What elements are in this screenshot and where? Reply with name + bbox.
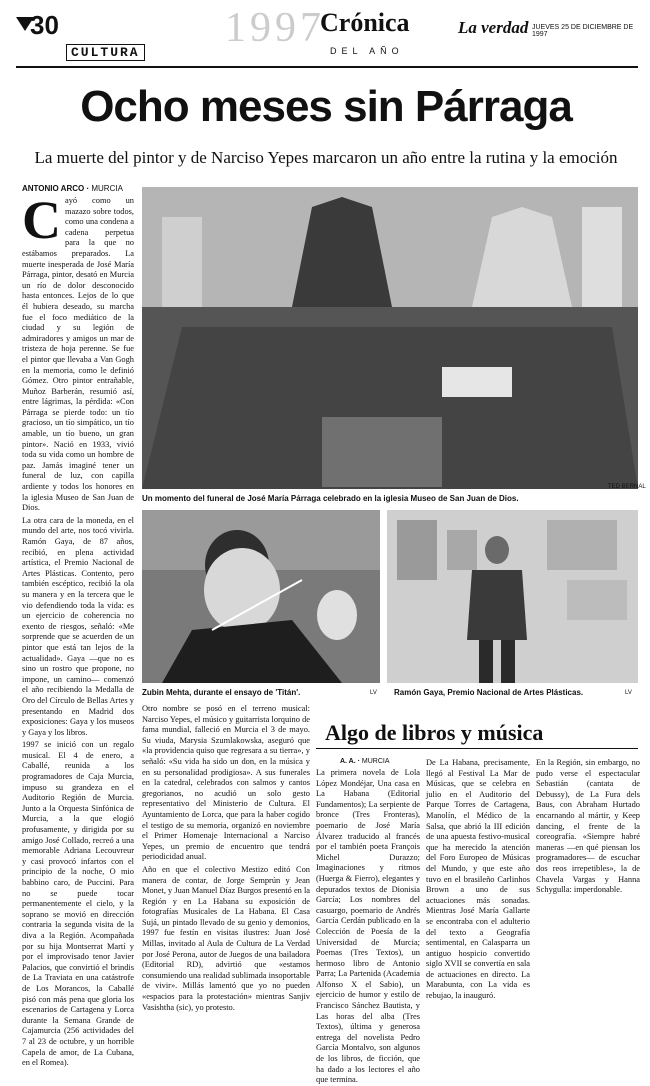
ramon-gaya-caption: Ramón Gaya, Premio Nacional de Artes Plásticas. xyxy=(394,688,584,697)
sidebar-column-2 xyxy=(426,758,530,1001)
sidebar-byline-place: MURCIA xyxy=(361,758,390,765)
sidebar-paragraph: La primera novela de Lola López Mondéjar, Una casa en La Habana (Editorial Fundamentos); La serpiente de bronce (Tres Fronteras), poemario de José María Álvarez traducido al francés por el también poeta François Michel Durazzo; Imaginaciones y ritmos (Huerga & Fierro), elegantes y depurados textos de Dionisia García; Los nombres del casuargo, poemario de Andrés García Cerdán publicado en la Colección de Poesía de la Universidad de Murcia; Poemas (Tres Textos), un hermoso libro de Antonio Parra; La Partenida (Academia Alfonso X el Sabio), un ejercicio de humor y estilo de Francisco Sánchez Bautista, y Las horas del alba (Tres Textos), última y generosa entrega del novelista Pedro García Montalvo, son algunos de los libros, de ficción, que ha dado a los lectores el año que termina. xyxy=(316,768,420,1085)
ramon-gaya-photo xyxy=(387,510,638,683)
article-column-left xyxy=(22,190,134,1068)
sidebar-byline: A. A. · MURCIA xyxy=(340,758,390,765)
article-paragraph: ayó como un mazazo sobre todos, como una condena a cadena perpetua para la que no estábamos preparados. La muerte inesperada de José María Párraga, pintor, desató en Murcia un río de dolor desconocido hasta entonces. Lejos de lo que él hubiera deseado, su marcha fue el foco mediático de la ciudad y su legión de admiradores y amigos un mar de tristeza de hoja perenne. Se fue el pintor que llevaba a Van Gogh en la memoria, como le definió Gómez. Otro pintor entrañable, Muñoz Barberán, resumió así, entre lágrimas, la pérdida: «Con Párraga se pierde todo: un tío gracioso, un tío simpático, un tío amable, un tío bueno, un gran pintor». Nació en 1933, vivió toda su vida como un hombre de paz. Jamás imaginé tener un funeral de luz, con capilla ardiente y todos los honores en la iglesia Museo de San Juan de Dios. xyxy=(22,196,134,513)
zubin-mehta-caption: Zubin Mehta, durante el ensayo de 'Titán'. xyxy=(142,688,301,697)
sidebar-column-1 xyxy=(316,768,420,1085)
section-label: CULTURA xyxy=(66,44,145,61)
issue-date: JUEVES 25 DE DICIEMBRE DE 1997 xyxy=(532,24,634,38)
header-rule xyxy=(16,66,638,68)
sidebar-title: Algo de libros y música xyxy=(325,720,544,745)
sidebar-paragraph: De La Habana, precisamente, llegó al Festival La Mar de Músicas, que se celebra en julio en el Auditorio del Parque Torres de Cartagena, Manolín, el Médico de la Salsa, que abrió la III edición de una apuesta festivo-musical que ha merecido la atención del Foro Europeo de Músicas del Mundo, y que este año tuvo en el brasileño Carlinhos Brown a uno de sus actuaciones más sonadas. Mientras José María Gallarte se encontraba con el adulterio del texto a Geografía sentimental, en Calasparra un antiguo hospicio convertido siglo XVII se convertía en sala de actuaciones en directo. La Marabunta, con La vida es rebujao, la inauguró. xyxy=(426,758,530,1001)
funeral-photo xyxy=(142,187,638,489)
byline-author: ANTONIO ARCO xyxy=(22,184,85,193)
headline: Ocho meses sin Párraga xyxy=(80,82,572,131)
main-photo-caption: Un momento del funeral de José María Párraga celebrado en la iglesia Museo de San Juan de Dios. xyxy=(142,494,519,503)
newspaper-name: La verdad xyxy=(458,18,529,37)
sidebar-rule xyxy=(316,748,638,749)
article-paragraph: 1997 se inició con un regalo musical. El 4 de enero, a Caballé, reunida a los programadores de Caja Murcia, impuso su grandeza en el Auditorio Región de Murcia. Junto a la Orquesta Sinfónica de Murcia, a la que elogió profusamente, y dirigida por su amigo José Collado, recreó a una memorable Adriana Lecouvreur y casi provocó infartos con el principio de la noche, O mio babbino caro, de Puccini. Para no se puede tocar permanentemente el cielo, y la soprano se movió en dirección contraria la segunda visita de la diva a la Región. Acompañada por su hija Montserrat Martí y por el improvisado tenor Javier Palacios, que convirtió el brindis de La Traviata en una catástrofe de Los Morancos, la Caballé pisó con más pena que gloria los escenarios de Cartagena y Lorca durante la Semana Grande de Cajamurcia (256 actividades del 7 al 23 de octubre, y un horrible Capela de amor, de La Cubana, en el Romea). xyxy=(22,740,134,1068)
article-column-middle xyxy=(142,704,311,1012)
article-paragraph: Año en que el colectivo Mestizo editó Con manera de contar, de Jorge Semprún y Jean Monet, y Juan Manuel Díaz Burgos presentó en la Región y en La Habana su exposición de fotografías Musicales de La Habana. El Casa Sujá, un pintado llevado de su genio y demonios, 1997 fue festín en visitas ilustres: Juan José Millas, invitado al Aula de Cultura de La Verdad por José Perona, autor de Juegos de una bailadora (Editorial RD), advirtió que «estamos consumiendo una realidad sublimada insoportable de vivir». Millás lamentó que yo no pueden «espacios para la protestación» mientras Sanjiv Vasishtha (sic), yo protesto. xyxy=(142,864,311,1012)
main-photo-credit: TED BERNAL xyxy=(608,484,646,490)
series-title: Crónica xyxy=(320,8,410,37)
year-watermark: 1997 xyxy=(225,5,325,51)
subheadline: La muerte del pintor y de Narciso Yepes marcaron un año entre la rutina y la emoción xyxy=(34,148,618,167)
zubin-mehta-photo xyxy=(142,510,380,683)
left-photo-credit: LV xyxy=(370,690,377,696)
drop-cap: C xyxy=(22,190,61,250)
series-subtitle: DEL AÑO xyxy=(330,46,404,56)
byline-place: MURCIA xyxy=(91,184,123,193)
sidebar-column-3 xyxy=(536,758,640,936)
page-number: 30 xyxy=(30,10,59,40)
sidebar-byline-author: A. A. xyxy=(340,758,356,765)
article-paragraph: La otra cara de la moneda, en el mundo del arte, nos tocó vivirla. Ramón Gaya, de 87 años, recibió, en plena actividad artística, el Premio Nacional de Artes Plásticas. Contento, pero también escéptico, recibió la ola su manera y en la tercera que le vio defendiendo toda la vida: es un ejercicio de coherencia no exento de riesgos, señaló: «Me sorprende que se acuerden de un pintor que está tan lejos de la actualidad». Gaya —que no es sino un rostro que propone, no impone, un camino— comenzó el año recibiendo la Medalla de Oro del Círculo de Bellas Artes y presentando en Madrid dos exposiciones: Gaya y los museos y Gaya y los libros. xyxy=(22,515,134,737)
byline: ANTONIO ARCO · MURCIA xyxy=(22,184,123,193)
article-paragraph: Otro nombre se posó en el terreno musical: Narciso Yepes, el músico y guitarrista lorquino de fama mundial, falleció en Murcia el 3 de mayo. Su viuda, Marysia Szumlakowska, aseguró que «la providencia quiso que regresara a su tierra», y señaló: «Su vida ha sido un don, en la música y en su personalidad prodigiosa». A sus funerales en la catedral, celebrados con salmos y cantos gregorianos, no acudió un solo gesto representativo del Ministerio de Cultura. El Ayuntamiento de Lorca, que para la haber cogido el testigo de su memoria, organizó en noviembre el Primer Homenaje Internacional a Narciso Yepes, un premio de encuentro que tendrá periodicidad anual. xyxy=(142,704,310,862)
sidebar-paragraph: En la Región, sin embargo, no pudo verse el espectacular Sebastián (cantata de Debussy), de La Fura dels Baus, con Abraham Hurtado encarnando al mártir, y Keep dancing, el frente de la coreografía. «Siempre habré maneras —en qué piensan los programadores— de escuchar dos reos irrepetibles», la de Chavela Vargas y Hanna Schygulla: imperdonable. xyxy=(536,758,640,895)
right-photo-credit: LV xyxy=(625,690,632,696)
